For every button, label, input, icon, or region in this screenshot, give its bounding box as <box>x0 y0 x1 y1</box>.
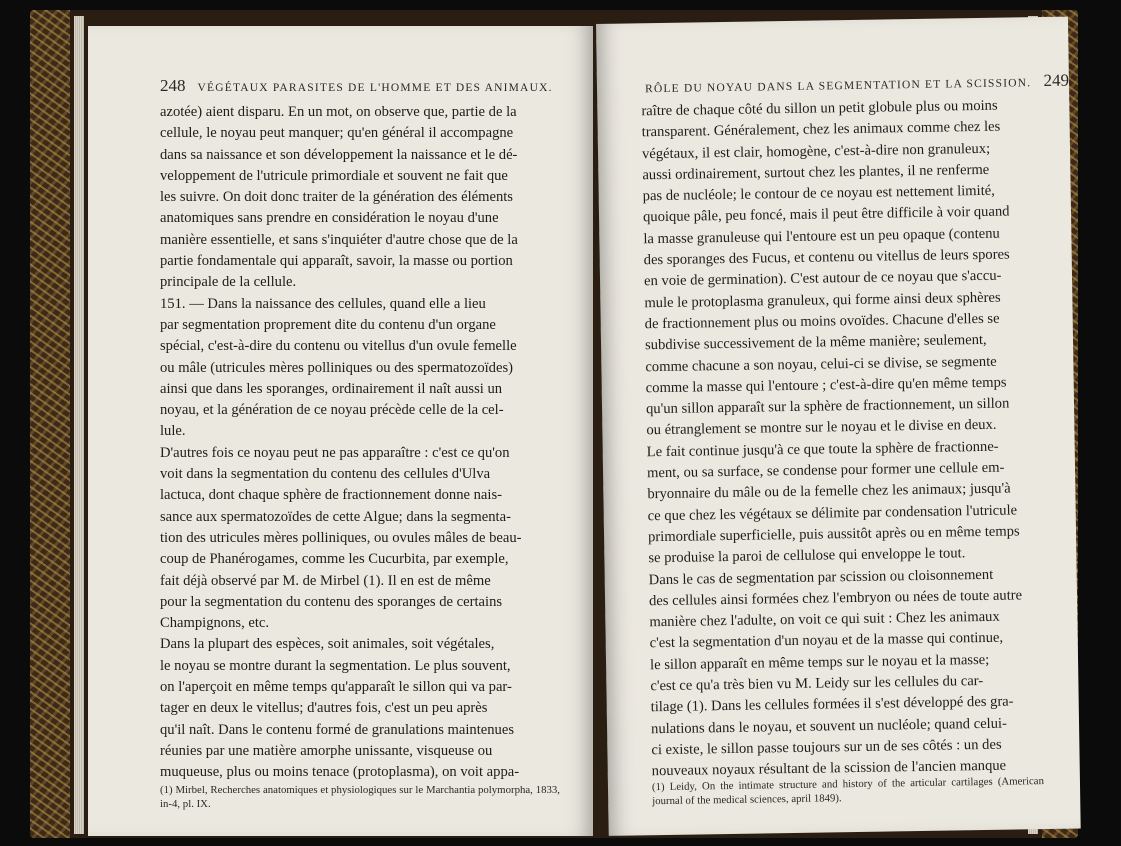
left-page-line: ou mâle (utricules mères polliniques ou des spermatozoïdes) <box>160 359 513 376</box>
left-page-line: dans sa naissance et son développement la naissance et le dé- <box>160 146 518 163</box>
left-page-line: le noyau se montre durant la segmentation. Le plus souvent, <box>160 657 511 674</box>
running-head-left-text: VÉGÉTAUX PARASITES DE L'HOMME ET DES ANIMAUX. <box>197 82 553 94</box>
right-page-line: bryonnaire du mâle ou de la femelle chez les animaux; jusqu'à <box>647 480 1011 503</box>
left-page-line: manière essentielle, et sans s'inquiéter d'autre chose que de la <box>160 231 518 248</box>
left-page-line: 151. — Dans la naissance des cellules, quand elle a lieu <box>160 295 486 312</box>
left-page-line: tion des utricules mères polliniques, ou ovules mâles de beau- <box>160 529 522 546</box>
left-page-line: les suivre. On doit donc traiter de la génération des éléments <box>160 189 513 206</box>
left-body-text <box>160 102 560 784</box>
right-page-line: des cellules ainsi formées chez l'embryon ou nées de toute autre <box>648 587 1023 610</box>
right-page-line: transparent. Généralement, chez les animaux comme chez les <box>641 118 1001 141</box>
page-number-right: 249 <box>1043 70 1070 90</box>
right-page-line: nulations dans le noyau, et souvent un nucléole; quand celui- <box>650 715 1008 737</box>
left-page-line: lactuca, dont chaque sphère de fractionnement donne nais- <box>160 487 502 504</box>
right-page-line: le sillon apparaît en même temps sur le noyau et la masse; <box>649 651 990 673</box>
right-page-line: qu'un sillon apparaît sur la sphère de fractionnement, un sillon <box>645 395 1010 418</box>
right-page-line: tilage (1). Dans les cellules formées il s'est développé des gra- <box>650 693 1014 716</box>
right-page <box>596 17 1081 836</box>
left-page-line: sance aux spermatozoïdes de cette Algue; dans la segmenta- <box>160 508 511 525</box>
right-page-line: en voie de germination). C'est autour de ce noyau que s'accu- <box>643 268 1002 290</box>
left-page-line: muqueuse, plus ou moins tenace (protoplasma), on voit appa- <box>160 764 520 781</box>
right-page-line: nouveaux noyaux résultant de la scission de l'ancien manque <box>651 757 1007 780</box>
right-page-line: aussi ordinairement, surtout chez les plantes, il ne renferme <box>642 161 990 184</box>
right-page-line: se produise la paroi de cellulose qui enveloppe le tout. <box>648 545 966 567</box>
left-page-line: pour la segmentation du contenu des sporanges de certains <box>160 593 503 610</box>
right-page-line: Le fait continue jusqu'à ce que toute la sphère de fractionne- <box>646 438 999 461</box>
left-page-line: lule. <box>160 423 186 440</box>
page-number-left: 248 <box>160 76 186 95</box>
right-page-line: subdivise successivement de la même manière; seulement, <box>644 332 987 354</box>
right-page-line: végétaux, il est clair, homogène, c'est-à-dire non granuleux; <box>641 140 991 162</box>
left-page-line: ainsi que dans les sporanges, ordinairement il naît aussi un <box>160 380 503 397</box>
right-page-line: Dans le cas de segmentation par scission ou cloisonnement <box>648 566 994 588</box>
left-page-line: azotée) aient disparu. En un mot, on observe que, partie de la <box>160 104 517 120</box>
right-page-line: ci existe, le sillon passe toujours sur un de ses côtés : un des <box>651 736 1002 759</box>
right-page-line: ment, ou sa surface, se condense pour former une cellule em- <box>646 459 1005 482</box>
running-head-right <box>645 71 1069 98</box>
right-page-line: la masse granuleuse qui l'entoure est un peu opaque (contenu <box>643 225 1000 248</box>
left-page <box>88 26 593 836</box>
right-page-line: ou étranglement se montre sur le noyau et le divise en deux. <box>646 417 997 439</box>
footnote-right: (1) Leidy, On the intimate structure and history of the articular cartilages (American journal of the medical sciences, april 1849). <box>651 775 1045 807</box>
right-page-line: c'est la segmentation d'un noyau et de la masse qui continue, <box>649 630 1004 652</box>
left-page-line: par segmentation proprement dite du contenu d'un organe <box>160 316 496 333</box>
footnote-left: (1) Mirbel, Recherches anatomiques et physiologiques sur le Marchantia polymorpha, 1833, in-4, pl. IX. <box>160 784 560 810</box>
left-page-line: qu'il naît. Dans le contenu formé de granulations maintenues <box>160 721 514 738</box>
left-page-line: noyau, et la génération de ce noyau précède celle de la cel- <box>160 402 504 419</box>
left-page-line: spécial, c'est-à-dire du contenu ou vitellus d'un ovule femelle <box>160 338 517 355</box>
left-page-line: veloppement de l'utricule primordiale et souvent ne fait que <box>160 167 508 184</box>
right-page-line: de fractionnement plus ou moins ovoïdes. Chacune d'elles se <box>644 310 1000 333</box>
page-stack-left <box>74 16 84 834</box>
right-page-line: raître de chaque côté du sillon un petit globule plus ou moins <box>641 97 998 120</box>
marbled-edge-left <box>30 10 70 838</box>
left-page-line: principale de la cellule. <box>160 274 297 291</box>
left-page-line: coup de Phanérogames, comme les Cucurbita, par exemple, <box>160 551 509 568</box>
right-page-line: pas de nucléole; le contour de ce noyau est nettement limité, <box>642 182 995 205</box>
left-page-line: Dans la plupart des espèces, soit animales, soit végétales, <box>160 636 495 653</box>
right-body-text <box>641 95 1044 783</box>
right-page-line: comme la masse qui l'entoure ; c'est-à-dire qu'en même temps <box>645 374 1007 397</box>
left-page-line: cellule, le noyau peut manquer; qu'en général il accompagne <box>160 125 514 142</box>
open-book <box>30 10 1078 838</box>
right-page-line: comme chacune a son noyau, celui-ci se divise, se segmente <box>645 353 997 375</box>
running-head-right-text: RÔLE DU NOYAU DANS LA SEGMENTATION ET LA SCISSION. <box>644 77 1032 96</box>
left-page-line: anatomiques sans prendre en considération le noyau d'une <box>160 210 499 227</box>
right-page-line: primordiale superficielle, puis aussitôt après ou en même temps <box>647 523 1020 546</box>
right-page-line: manière chez l'adulte, on voit ce qui suit : Chez les animaux <box>649 608 1000 631</box>
left-page-line: D'autres fois ce noyau peut ne pas apparaître : c'est ce qu'on <box>160 444 510 461</box>
left-page-line: Champignons, etc. <box>160 615 270 632</box>
left-page-line: réunies par une matière amorphe unissante, visqueuse ou <box>160 742 493 759</box>
left-page-line: voit dans la segmentation du contenu des cellules d'Ulva <box>160 466 491 483</box>
right-page-line: mule le protoplasma granuleux, qui forme ainsi deux sphères <box>644 289 1001 311</box>
right-page-line: ce que chez les végétaux se délimite par condensation l'utricule <box>647 502 1018 524</box>
right-page-line: quoique pâle, peu foncé, mais il peut être difficile à voir quand <box>642 204 1010 226</box>
right-page-line: c'est ce qu'a très bien vu M. Leidy sur les cellules du car- <box>650 673 984 695</box>
left-page-line: fait déjà observé par M. de Mirbel (1). Il en est de même <box>160 572 491 589</box>
right-page-line: des sporanges des Fucus, et contenu ou vitellus de leurs spores <box>643 246 1010 269</box>
left-page-line: on l'aperçoit en même temps qu'apparaît le sillon qui va par- <box>160 679 512 696</box>
left-page-line: partie fondamentale qui apparaît, savoir, la masse ou portion <box>160 253 513 270</box>
running-head-left <box>160 76 553 96</box>
left-page-line: tager en deux le vitellus; d'autres fois, c'est un peu après <box>160 700 488 717</box>
